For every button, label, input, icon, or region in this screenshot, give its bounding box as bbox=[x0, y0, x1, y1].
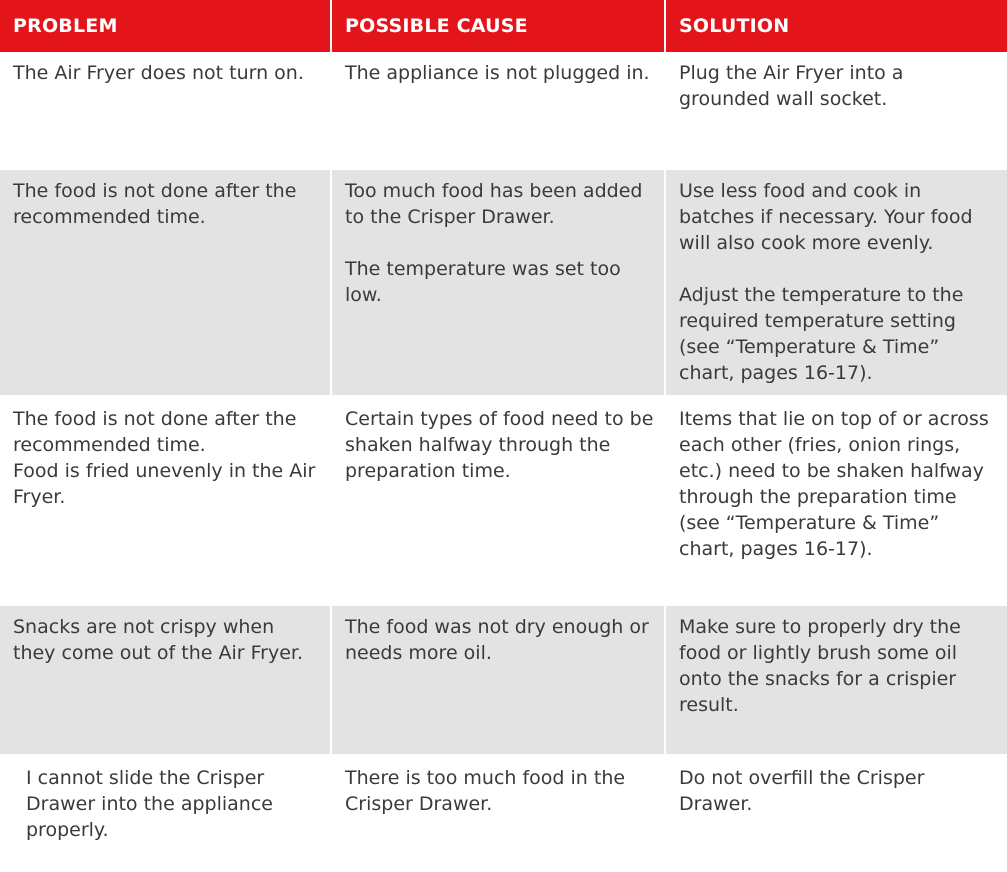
row-5-cause bbox=[332, 757, 666, 872]
row-2-problem bbox=[0, 170, 332, 398]
row-3-problem bbox=[0, 398, 332, 606]
cell-text: Make sure to properly dry the food or lightly brush some oil onto the snacks for a crispier result. bbox=[679, 616, 961, 716]
row-4-cause bbox=[332, 606, 666, 757]
row-3-solution bbox=[666, 398, 1007, 606]
cell-text: Certain types of food need to be shaken halfway through the preparation time. bbox=[345, 408, 654, 482]
header-possible-cause: POSSIBLE CAUSE bbox=[332, 0, 666, 52]
row-1-problem bbox=[0, 52, 332, 170]
cell-text: Snacks are not crispy when they come out of the Air Fryer. bbox=[13, 616, 304, 664]
row-4-problem bbox=[0, 606, 332, 757]
row-2-cause bbox=[332, 170, 666, 398]
header-solution: SOLUTION bbox=[666, 0, 1007, 52]
cell-text: Plug the Air Fryer into a grounded wall socket. bbox=[679, 62, 904, 110]
row-2-solution bbox=[666, 170, 1007, 398]
cell-text: Do not overfill the Crisper Drawer. bbox=[679, 767, 925, 815]
row-4-solution bbox=[666, 606, 1007, 757]
cell-text: Items that lie on top of or across each other (fries, onion rings, etc.) need to be shaken halfway through the preparation time (see “Temperature & Time” chart, pages 16-17). bbox=[679, 408, 989, 560]
cell-text: Food is fried unevenly in the Air Fryer. bbox=[13, 460, 316, 508]
cell-text: The Air Fryer does not turn on. bbox=[13, 62, 304, 84]
cell-text: I cannot slide the Crisper Drawer into the appliance properly. bbox=[26, 767, 273, 841]
cell-text: The temperature was set too low. bbox=[345, 258, 621, 306]
cell-text: There is too much food in the Crisper Drawer. bbox=[345, 767, 626, 815]
cell-text: The food is not done after the recommended time. bbox=[13, 408, 297, 456]
row-5-problem bbox=[0, 757, 332, 872]
cell-text: Too much food has been added to the Crisper Drawer. bbox=[345, 180, 643, 228]
cell-text: The appliance is not plugged in. bbox=[345, 62, 650, 84]
row-3-cause bbox=[332, 398, 666, 606]
row-5-solution bbox=[666, 757, 1007, 872]
cell-text: The food is not done after the recommended time. bbox=[13, 180, 297, 228]
cell-text: Use less food and cook in batches if necessary. Your food will also cook more evenly. bbox=[679, 180, 973, 254]
row-1-solution bbox=[666, 52, 1007, 170]
row-1-cause bbox=[332, 52, 666, 170]
header-problem: PROBLEM bbox=[0, 0, 332, 52]
cell-text: Adjust the temperature to the required temperature setting (see “Temperature & Time” chart, pages 16-17). bbox=[679, 284, 964, 384]
cell-text: The food was not dry enough or needs more oil. bbox=[345, 616, 649, 664]
